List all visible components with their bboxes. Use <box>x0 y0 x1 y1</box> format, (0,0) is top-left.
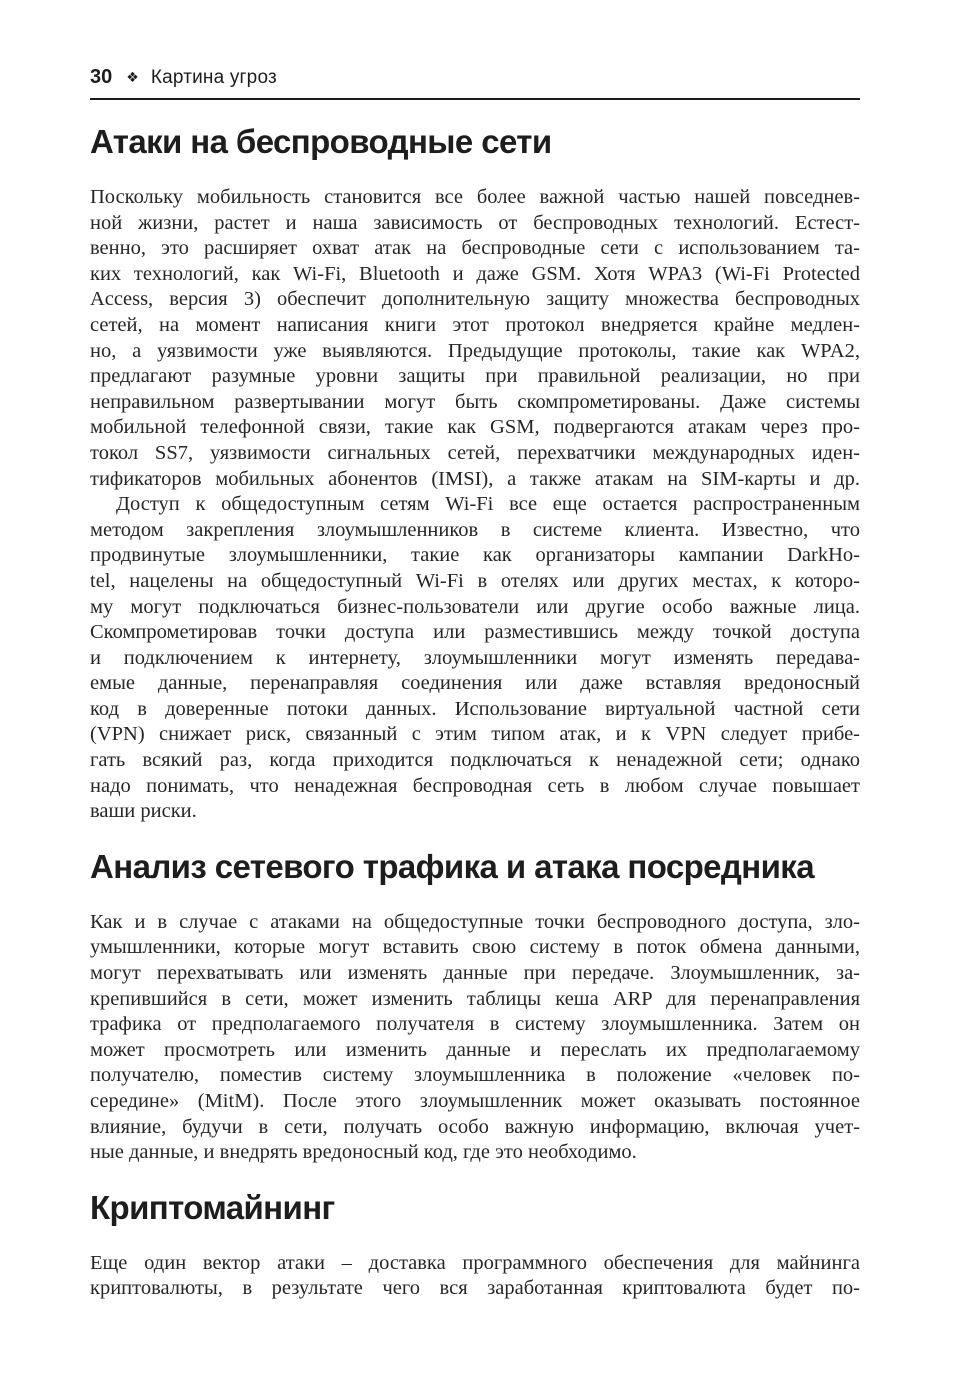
running-title: Картина угроз <box>150 67 277 88</box>
text-line: могут перехватывать или изменять данные при передаче. Злоумышленник, за- <box>90 962 860 985</box>
text-line: ких технологий, как Wi-Fi, Bluetooth и даже GSM. Хотя WPA3 (Wi-Fi Protected <box>90 262 860 285</box>
text-line: предлагают разумные уровни защиты при правильной реализации, но при <box>90 365 860 388</box>
text-line: венно, это расширяет охват атак на беспроводные сети с использованием та- <box>90 237 860 260</box>
text-line: середине» (MitM). После этого злоумышленник может оказывать постоянное <box>90 1090 860 1112</box>
text-line: Доступ к общедоступным сетям Wi-Fi все еще остается распространенным <box>116 493 860 516</box>
page-number: 30 <box>90 66 113 88</box>
text-line: ной жизни, растет и наша зависимость от беспроводных технологий. Естест- <box>90 211 860 234</box>
text-line: код в доверенные потоки данных. Использование виртуальной частной сети <box>90 697 860 720</box>
text-line: умышленники, которые могут вставить свою систему в поток обмена данными, <box>90 936 860 959</box>
section <box>90 1188 860 1302</box>
text-line: надо понимать, что ненадежная беспроводная сеть в любом случае повышает <box>90 774 860 797</box>
text-line: емые данные, перенаправляя соединения или даже вставляя вредоносный <box>90 672 860 695</box>
text-line: сетей, на момент написания книги этот протокол внедряется крайне медлен- <box>90 313 860 336</box>
section <box>90 847 860 1166</box>
text-line: Как и в случае с атаками на общедоступные точки беспроводного доступа, зло- <box>90 910 860 933</box>
text-line: Поскольку мобильность становится все более важной частью нашей повседнев- <box>90 186 860 208</box>
text-line: криптовалюты, в результате чего вся заработанная криптовалюта будет по- <box>90 1277 860 1300</box>
text-line: методом закрепления злоумышленников в системе клиента. Известно, что <box>90 518 860 541</box>
text-line: тификаторов мобильных абонентов (IMSI), а также атакам на SIM-карты и др. <box>90 467 860 490</box>
text-line: мобильной телефонной связи, такие как GSM, подвергаются атакам через про- <box>90 416 860 439</box>
text-line: может просмотреть или изменить данные и переслать их предполагаемому <box>90 1038 860 1061</box>
text-line: но, а уязвимости уже выявляются. Предыдущие протоколы, такие как WPA2, <box>90 339 860 362</box>
text-line: Скомпрометировав точки доступа или разместившись между точкой доступа <box>90 621 860 644</box>
text-line: трафика от предполагаемого получателя в систему злоумышленника. Затем он <box>90 1013 860 1036</box>
paragraph <box>90 1251 860 1302</box>
section-heading: Атаки на беспроводные сети <box>90 123 552 160</box>
section-heading: Анализ сетевого трафика и атака посредника <box>90 847 814 885</box>
text-line: продвинутые злоумышленники, такие как организаторы кампании DarkHo- <box>90 544 860 567</box>
paragraph <box>90 910 860 1166</box>
text-line: токол SS7, уязвимости сигнальных сетей, перехватчики международных иден- <box>90 441 860 464</box>
text-line: Access, версия 3) обеспечит дополнительную защиту множества беспроводных <box>90 288 860 311</box>
text-line: ные данные, и внедрять вредоносный код, где это необходимо. <box>90 1141 637 1164</box>
text-line: крепившийся в сети, может изменить таблицы кеша ARP для перенаправления <box>90 987 860 1010</box>
four-diamond-icon: ❖ <box>126 70 139 86</box>
text-line: (VPN) снижает риск, связанный с этим типом атак, и к VPN следует прибе- <box>90 723 860 746</box>
text-line: получателю, поместив систему злоумышленника в положение «человек по- <box>90 1064 860 1087</box>
text-line: Еще один вектор атаки – доставка программного обеспечения для майнинга <box>90 1251 860 1274</box>
text-line: гать всякий раз, когда приходится подключаться к ненадежной сети; однако <box>90 749 860 772</box>
text-line: влияние, будучи в сети, получать особо важную информацию, включая учет- <box>90 1115 860 1138</box>
section <box>90 122 860 825</box>
paragraph <box>90 492 860 825</box>
text-line: ваши риски. <box>90 800 197 823</box>
section-heading: Криптомайнинг <box>90 1188 335 1226</box>
running-header <box>90 0 860 100</box>
paragraph <box>90 185 860 492</box>
text-line: неправильном развертывании могут быть скомпрометированы. Даже системы <box>90 390 860 413</box>
text-line: му могут подключаться бизнес-пользователи или другие особо важные лица. <box>90 595 860 618</box>
text-line: и подключением к интернету, злоумышленники могут изменять передава- <box>90 646 860 669</box>
page-content <box>90 122 860 1302</box>
text-line: tel, нацелены на общедоступный Wi-Fi в отелях или других местах, к которо- <box>90 569 860 592</box>
